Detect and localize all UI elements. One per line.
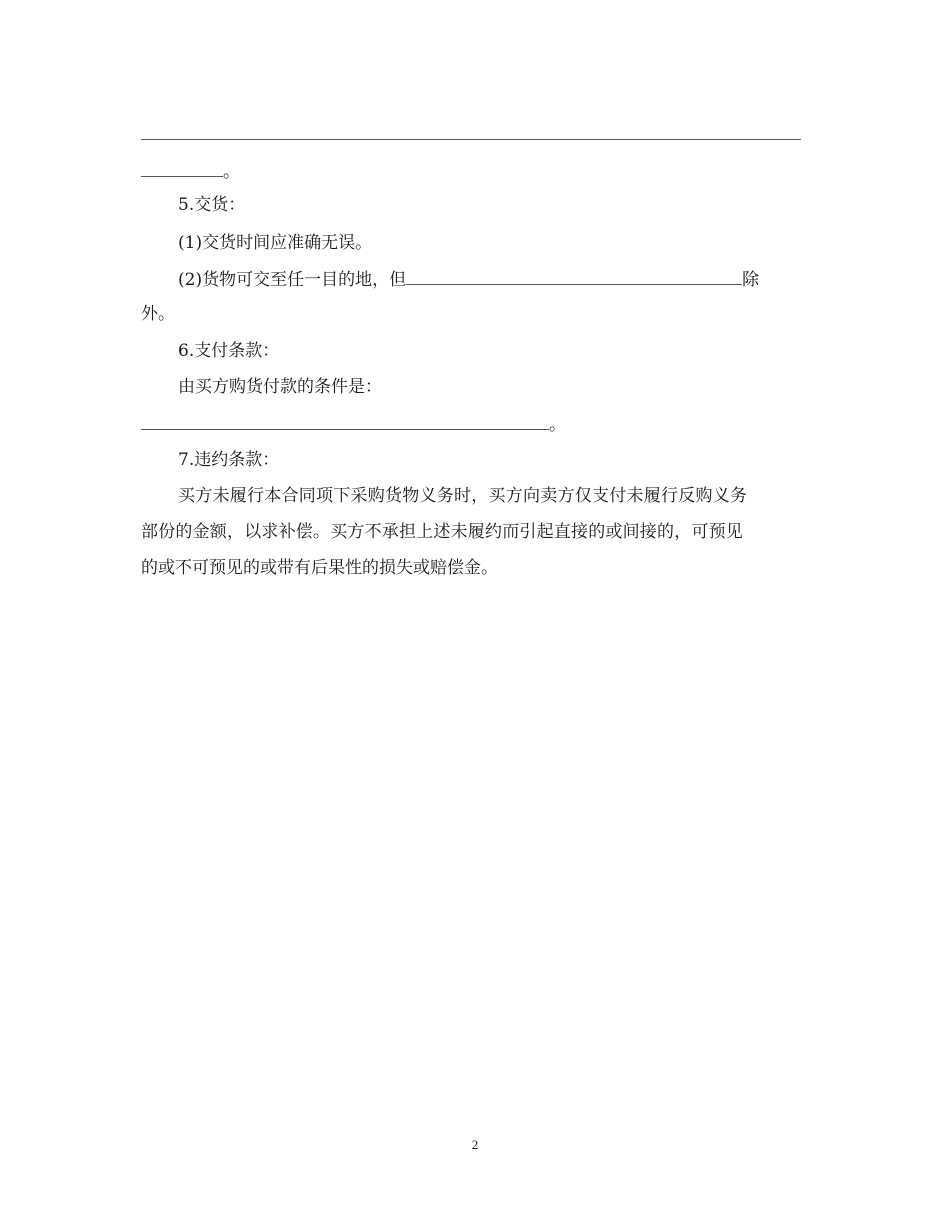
- section-5-item-2-text: (2)货物可交至任一目的地，但: [178, 270, 407, 290]
- page-number: 2: [471, 1137, 479, 1152]
- section-5-item-1: (1)交货时间应准确无误。: [178, 233, 373, 253]
- period-mark: 。: [223, 162, 240, 182]
- section-7-paragraph-line-1: 买方未履行本合同项下采购货物义务时，买方向卖方仅支付未履行反购义务: [178, 486, 748, 506]
- section-5-item-2-wrap: 外。: [141, 304, 175, 324]
- section-7-paragraph-line-2: 部份的金额，以求补偿。买方不承担上述未履约而引起直接的或间接的，可预见: [141, 522, 743, 542]
- period-mark: 。: [549, 415, 566, 435]
- fill-in-blank: [406, 268, 742, 285]
- section-5-item-2: [178, 268, 759, 291]
- section-6-line-1: 由买方购货付款的条件是：: [178, 377, 382, 397]
- continuation-line: [141, 160, 240, 183]
- section-7-paragraph-line-3: 的或不可预见的或带有后果性的损失或赔偿金。: [141, 558, 498, 578]
- fill-in-blank: [141, 160, 223, 177]
- section-7-heading: 7.违约条款：: [178, 450, 280, 470]
- section-5-item-2-end: 除: [742, 270, 760, 290]
- section-6-line-2: [141, 413, 566, 436]
- fill-in-blank: [141, 413, 549, 430]
- section-5-heading: 5.交货：: [178, 195, 246, 215]
- section-6-heading: 6.支付条款：: [178, 341, 280, 361]
- fill-in-blank-line: [141, 139, 801, 140]
